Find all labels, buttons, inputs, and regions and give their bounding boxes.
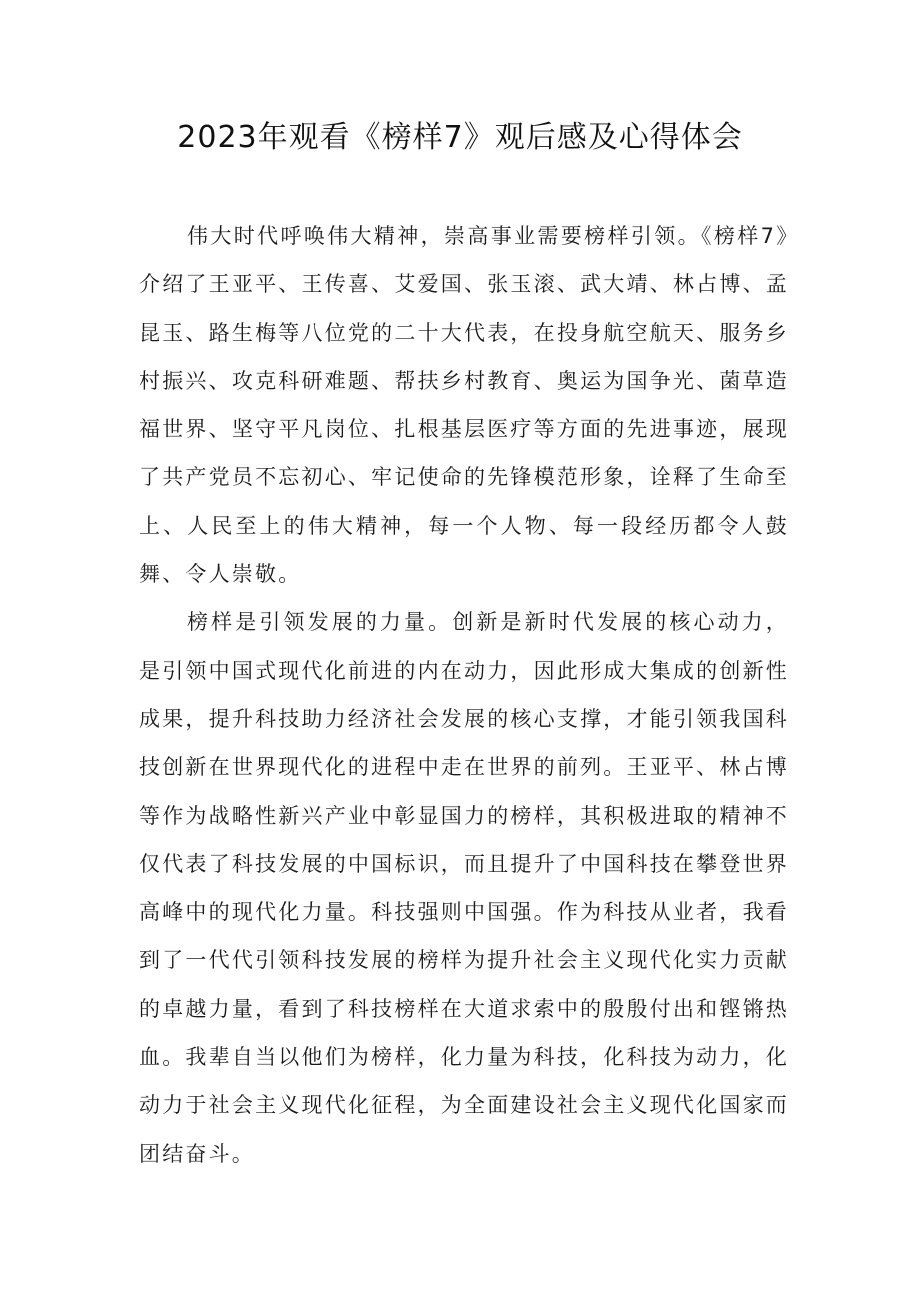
document-body <box>139 212 789 1178</box>
paragraph-1: 伟大时代呼唤伟大精神，崇高事业需要榜样引领。《榜样7》介绍了王亚平、王传喜、艾爱国、张玉滚、武大靖、林占博、孟昆玉、路生梅等八位党的二十大代表，在投身航空航天、服务乡村振兴、攻克科研难题、帮扶乡村教育、奥运为国争光、菌草造福世界、坚守平凡岗位、扎根基层医疗等方面的先进事迹，展现了共产党员不忘初心、牢记使命的先锋模范形象，诠释了生命至上、人民至上的伟大精神，每一个人物、每一段经历都令人鼓舞、令人崇敬。 <box>139 224 789 587</box>
paragraph-2: 榜样是引领发展的力量。创新是新时代发展的核心动力，是引领中国式现代化前进的内在动力，因此形成大集成的创新性成果，提升科技助力经济社会发展的核心支撑，才能引领我国科技创新在世界现代化的进程中走在世界的前列。王亚平、林占博等作为战略性新兴产业中彰显国力的榜样，其积极进取的精神不仅代表了科技发展的中国标识，而且提升了中国科技在攀登世界高峰中的现代化力量。科技强则中国强。作为科技从业者，我看到了一代代引领科技发展的榜样为提升社会主义现代化实力贡献的卓越力量，看到了科技榜样在大道求索中的殷殷付出和铿锵热血。我辈自当以他们为榜样，化力量为科技，化科技为动力，化动力于社会主义现代化征程，为全面建设社会主义现代化国家而团结奋斗。 <box>139 610 789 1166</box>
document-title: 2023年观看《榜样7》观后感及心得体会 <box>177 120 743 155</box>
